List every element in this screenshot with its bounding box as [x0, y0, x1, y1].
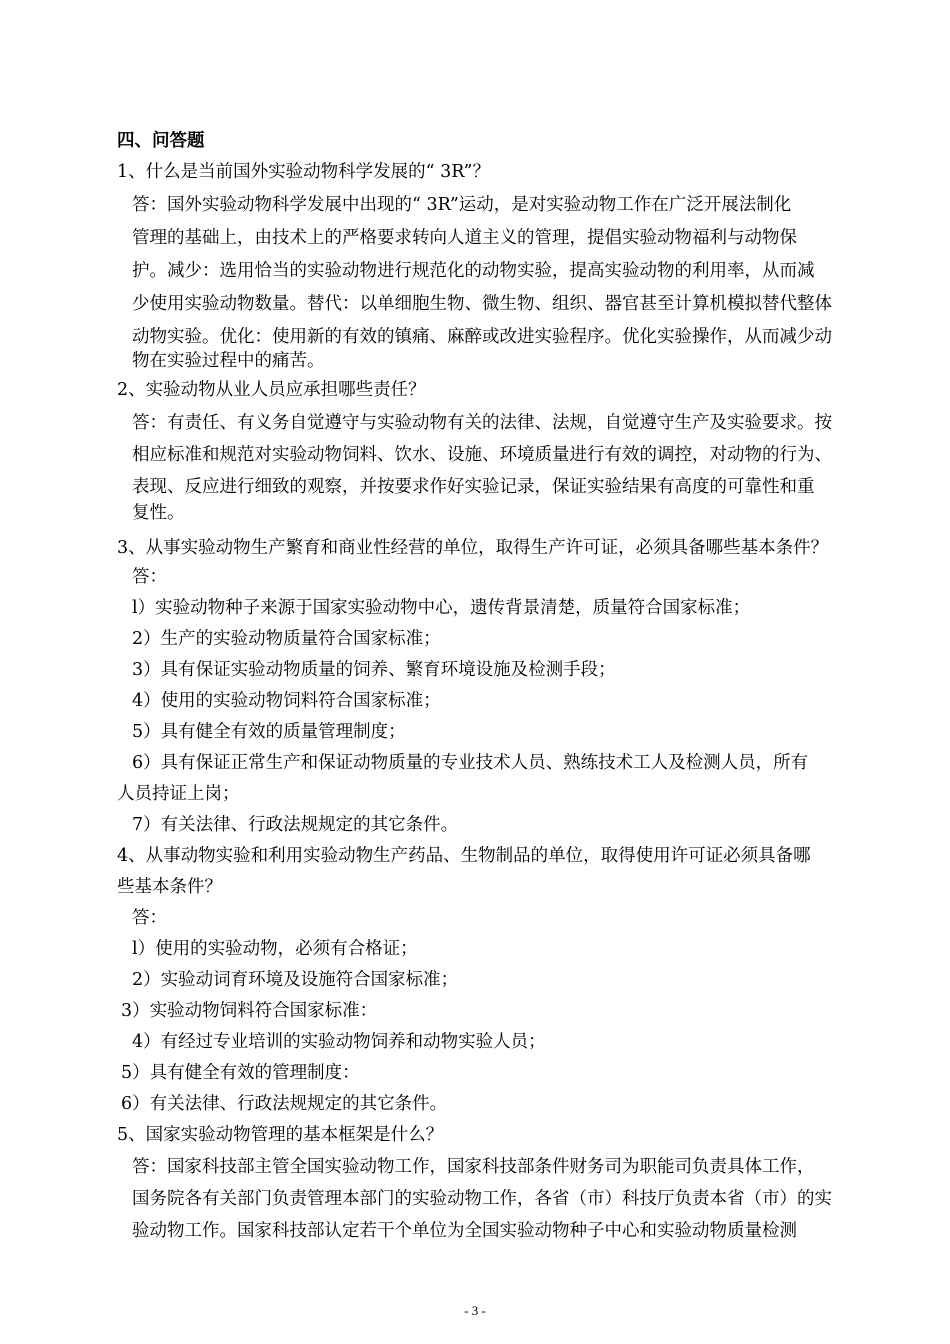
- answer-4-item: l）使用的实验动物，必须有合格证；: [132, 939, 418, 959]
- question-4: 4、从事动物实验和利用实验动物生产药品、生物制品的单位，取得使用许可证必须具备哪: [117, 846, 811, 866]
- answer-5-line: 国务院各有关部门负责管理本部门的实验动物工作，各省（市）科技厅负责本省（市）的实: [132, 1189, 832, 1209]
- section-title: 四、问答题: [117, 131, 205, 151]
- question-4: 些基本条件？: [117, 877, 222, 897]
- answer-4-item: 6）有关法律、行政法规规定的其它条件。: [121, 1094, 448, 1114]
- answer-3-item: 4）使用的实验动物饲料符合国家标准；: [132, 691, 441, 711]
- answer-4-item: 4）有经过专业培训的实验动物饲养和动物实验人员；: [132, 1032, 546, 1052]
- answer-4-label: 答：: [132, 908, 167, 928]
- answer-1-line: 答：国外实验动物科学发展中出现的“ 3R”运动，是对实验动物工作在广泛开展法制化: [132, 195, 792, 215]
- question-5: 5、国家实验动物管理的基本框架是什么？: [117, 1125, 444, 1145]
- question-1: 1、什么是当前国外实验动物科学发展的“ 3R”？: [117, 162, 490, 182]
- page-number: - 3 -: [464, 1303, 486, 1318]
- answer-4-item: 5）具有健全有效的管理制度：: [121, 1063, 360, 1083]
- answer-2-line: 复性。: [132, 503, 185, 523]
- answer-2-line: 相应标准和规范对实验动物饲料、饮水、设施、环境质量进行有效的调控，对动物的行为、: [132, 445, 832, 465]
- answer-1-line: 物在实验过程中的痛苦。: [132, 351, 325, 371]
- question-3: 3、从事实验动物生产繁育和商业性经营的单位，取得生产许可证，必须具备哪些基本条件？: [117, 538, 829, 558]
- answer-1-line: 动物实验。优化：使用新的有效的镇痛、麻醉或改进实验程序。优化实验操作，从而减少动: [132, 327, 832, 347]
- answer-3-item: 7）有关法律、行政法规规定的其它条件。: [132, 815, 459, 835]
- answer-1-line: 管理的基础上，由技术上的严格要求转向人道主义的管理，提倡实验动物福利与动物保: [132, 228, 797, 248]
- question-2: 2、实验动物从业人员应承担哪些责任？: [117, 380, 426, 400]
- answer-4-item: 2）实验动词育环境及设施符合国家标准；: [132, 970, 459, 990]
- answer-2-line: 答：有责任、有义务自觉遵守与实验动物有关的法律、法规，自觉遵守生产及实验要求。按: [132, 413, 832, 433]
- answer-3-item: 2）生产的实验动物质量符合国家标准；: [132, 629, 441, 649]
- answer-1-line: 护。减少：选用恰当的实验动物进行规范化的动物实验，提高实验动物的利用率，从而减: [132, 261, 815, 281]
- answer-3-item: 人员持证上岗；: [117, 784, 240, 804]
- answer-3-item: 3）具有保证实验动物质量的饲养、繁育环境设施及检测手段；: [132, 660, 616, 680]
- answer-3-item: 6）具有保证正常生产和保证动物质量的专业技术人员、熟练技术工人及检测人员，所有: [132, 753, 809, 773]
- answer-3-label: 答：: [132, 567, 167, 587]
- answer-5-line: 答：国家科技部主管全国实验动物工作，国家科技部条件财务司为职能司负责具体工作，: [132, 1157, 815, 1177]
- answer-3-item: l）实验动物种子来源于国家实验动物中心，遗传背景清楚，质量符合国家标准；: [132, 598, 751, 618]
- answer-2-line: 表现、反应进行细致的观察，并按要求作好实验记录，保证实验结果有高度的可靠性和重: [132, 477, 815, 497]
- answer-5-line: 验动物工作。国家科技部认定若干个单位为全国实验动物种子中心和实验动物质量检测: [132, 1221, 797, 1241]
- answer-1-line: 少使用实验动物数量。替代：以单细胞生物、微生物、组织、器官甚至计算机模拟替代整体: [132, 294, 832, 314]
- answer-4-item: 3）实验动物饲料符合国家标准：: [121, 1001, 378, 1021]
- answer-3-item: 5）具有健全有效的质量管理制度；: [132, 722, 406, 742]
